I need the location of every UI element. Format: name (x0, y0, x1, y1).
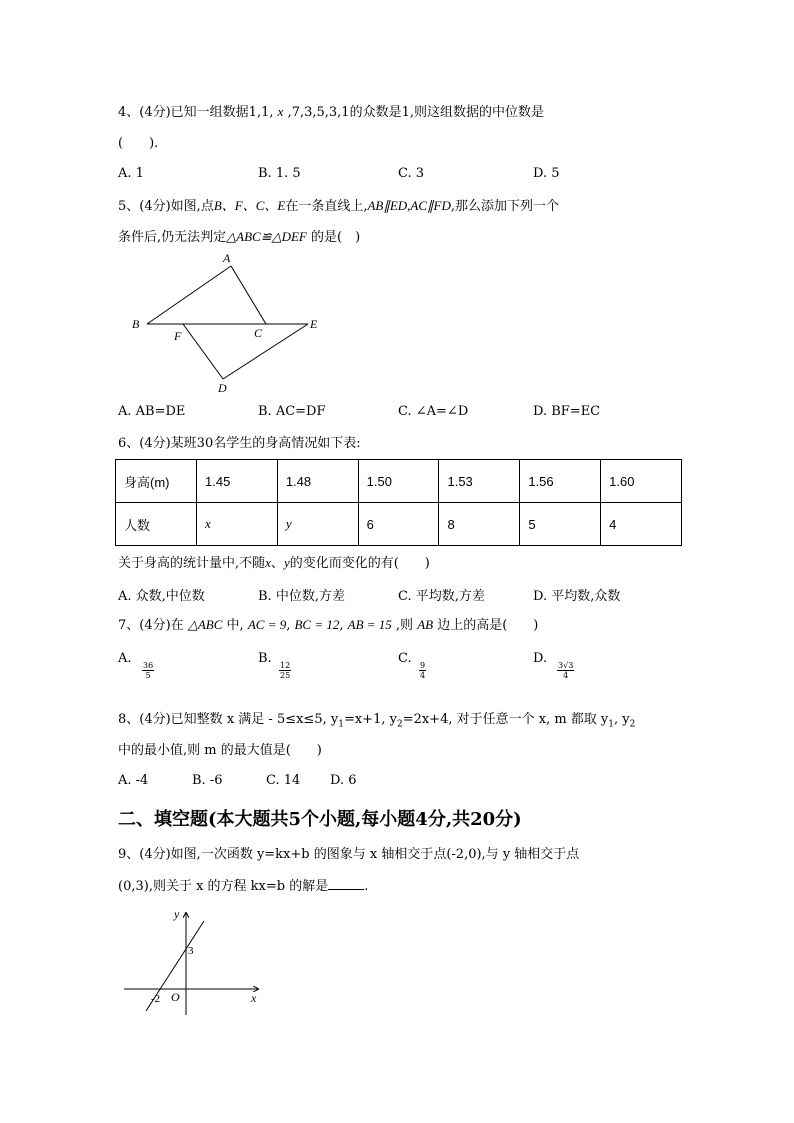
q6-followup (118, 554, 430, 573)
fraction-numerator: 36 (143, 661, 154, 670)
segment-ab (147, 266, 231, 324)
fraction-numerator: 3√3 (558, 661, 574, 670)
q6-option-a: A. 众数,中位数 (118, 589, 205, 604)
fraction-denominator: 5 (145, 671, 151, 680)
q7-option-c-fraction (419, 661, 426, 680)
q5-line2 (118, 228, 360, 247)
q6-var-y: y (283, 555, 290, 570)
table-cell: 1.45 (197, 460, 278, 503)
q8-line2: 中的最小值,则 m 的最大值是( ) (118, 743, 322, 758)
table-row (116, 460, 682, 503)
q6-option-d: D. 平均数,众数 (533, 589, 621, 604)
label-b: B (132, 317, 140, 331)
q6-option-c: C. 平均数,方差 (398, 589, 485, 604)
q7-stem: 7、(4分)在 △ABC 中, AC = 9, BC = 12, AB = 15 ,则 AB 边上的高是( ) (118, 617, 539, 633)
q7-text-d: 边上的高是( ) (437, 618, 539, 633)
q8-option-c: C. 14 (266, 773, 301, 788)
y-axis-label: y (174, 907, 180, 921)
q5-text-d: 条件后,仍无法判定 (118, 230, 227, 245)
table-cell: x (197, 503, 278, 546)
q7-cond-ab: AB = 15 (347, 617, 392, 632)
q4-text-a: 4、(4分)已知一组数据1,1, (118, 105, 274, 120)
q8-line1 (118, 711, 635, 734)
q7-cond-ac: AC = 9 (247, 617, 287, 632)
q7-option-c-letter: C. (398, 651, 412, 666)
q5-text-b: 在一条直线上, (285, 199, 368, 214)
q8-text-c: =2x+4, 对于任意一个 x, m 都取 y (402, 712, 609, 727)
q8-text-d: , y (614, 712, 630, 727)
y-intercept-label: 3 (188, 945, 194, 957)
label-a: A (223, 251, 231, 265)
q6-sep: 、 (270, 556, 284, 571)
section-heading: 二、填空题(本大题共5个小题,每小题4分,共20分) (118, 809, 522, 830)
q9-text-b: . (364, 879, 369, 894)
q4-line2: ( ). (118, 136, 159, 151)
q7-option-b-letter: B. (258, 651, 272, 666)
q8-sub-1: 1 (338, 719, 344, 730)
q5-points: B、F、C、E (213, 198, 286, 213)
q5-option-d: D. BF=EC (533, 404, 601, 419)
fraction-numerator: 9 (420, 661, 426, 670)
origin-label: O (171, 990, 180, 1004)
table-cell: 1.60 (601, 460, 682, 503)
label-d: D (218, 381, 227, 395)
q5-option-c: C. ∠A=∠D (398, 404, 469, 419)
q5-text-e: 的是( ) (311, 230, 361, 245)
q4-option-b: B. 1. 5 (258, 166, 301, 181)
table-cell: 1.56 (520, 460, 601, 503)
q8-sub-3: 1 (608, 719, 615, 730)
table-cell: 8 (439, 503, 520, 546)
q9-line2 (118, 877, 368, 896)
q5-option-b: B. AC=DF (258, 404, 326, 419)
q5-condition: AB∥ED,AC∥FD (367, 198, 451, 213)
q9-graph (118, 903, 268, 1018)
q4-text-b: ,7,3,5,3,1的众数是1,则这组数据的中位数是 (287, 105, 544, 120)
q8-option-a: A. -4 (118, 773, 149, 788)
table-header-cell: 人数 (116, 503, 197, 546)
q4-var-x: x (277, 104, 284, 119)
q5-text-a2: 5、(4分)如图,点 (118, 199, 214, 214)
table-cell: 4 (601, 503, 682, 546)
q7-ab: AB (417, 617, 434, 632)
q5-option-a: A. AB=DE (118, 404, 186, 419)
q6-text-a: 关于身高的统计量中,不随 (118, 556, 266, 571)
q7-cond-bc: BC = 12 (294, 617, 340, 632)
q8-option-d: D. 6 (330, 773, 357, 788)
segment-ac (231, 266, 266, 324)
q4-option-d: D. 5 (533, 166, 560, 181)
fraction-denominator: 25 (280, 671, 291, 680)
table-cell: 1.53 (439, 460, 520, 503)
q5-congruence: △ABC≌△DEF (226, 229, 307, 244)
label-e: E (310, 317, 318, 331)
q7-option-a-letter: A. (118, 651, 132, 666)
fraction-denominator: 4 (563, 671, 569, 680)
q4-option-a: A. 1 (118, 166, 144, 181)
x-intercept-label: -2 (151, 993, 161, 1005)
q8-sub-2: 2 (396, 719, 403, 730)
q7-option-d-letter: D. (533, 651, 548, 666)
table-cell: 1.48 (277, 460, 358, 503)
segment-de (223, 324, 308, 379)
q6-option-b: B. 中位数,方差 (258, 589, 345, 604)
q6-text-b: 的变化而变化的有( ) (289, 556, 430, 571)
q9-line1: 9、(4分)如图,一次函数 y=kx+b 的图象与 x 轴相交于点(-2,0),与 y 轴相交于点 (118, 847, 580, 862)
q8-text-b: =x+1, y (343, 712, 397, 727)
q7-text-c: ,则 (395, 618, 414, 633)
label-f: F (174, 329, 182, 343)
q7-text-a: 7、(4分)在 (118, 618, 184, 633)
q7-text-b: 中, (226, 618, 244, 633)
x-axis-label: x (251, 991, 257, 1005)
height-table (115, 459, 682, 546)
q4-option-c: C. 3 (398, 166, 425, 181)
q6-stem: 6、(4分)某班30名学生的身高情况如下表: (118, 436, 361, 451)
table-cell: 1.50 (358, 460, 439, 503)
answer-blank[interactable] (328, 877, 364, 890)
q7-option-b-fraction (279, 661, 291, 680)
q8-sub-4: 2 (629, 719, 636, 730)
q7-option-a-fraction (142, 661, 154, 680)
table-cell: 5 (520, 503, 601, 546)
q8-text-a: 8、(4分)已知整数 x 满足 - 5≤x≤5, y (118, 712, 339, 727)
table-cell: y (277, 503, 358, 546)
fraction-numerator: 12 (280, 661, 291, 670)
label-c: C (254, 326, 263, 340)
segment-fd (183, 324, 223, 379)
fraction-denominator: 4 (420, 671, 426, 680)
table-header-cell: 身高(m) (116, 460, 197, 503)
table-cell: 6 (358, 503, 439, 546)
q5-line1 (118, 197, 559, 216)
q7-option-d-fraction (557, 661, 574, 680)
q5-figure (125, 248, 335, 398)
q5-text-c: ,那么添加下列一个 (450, 199, 560, 214)
q8-option-b: B. -6 (192, 773, 223, 788)
q9-text-a: (0,3),则关于 x 的方程 kx=b 的解是 (118, 879, 329, 894)
q4-line1 (118, 103, 544, 122)
q6-var-x: x (265, 555, 271, 570)
q7-triangle: △ABC (187, 617, 223, 632)
table-row (116, 503, 682, 546)
